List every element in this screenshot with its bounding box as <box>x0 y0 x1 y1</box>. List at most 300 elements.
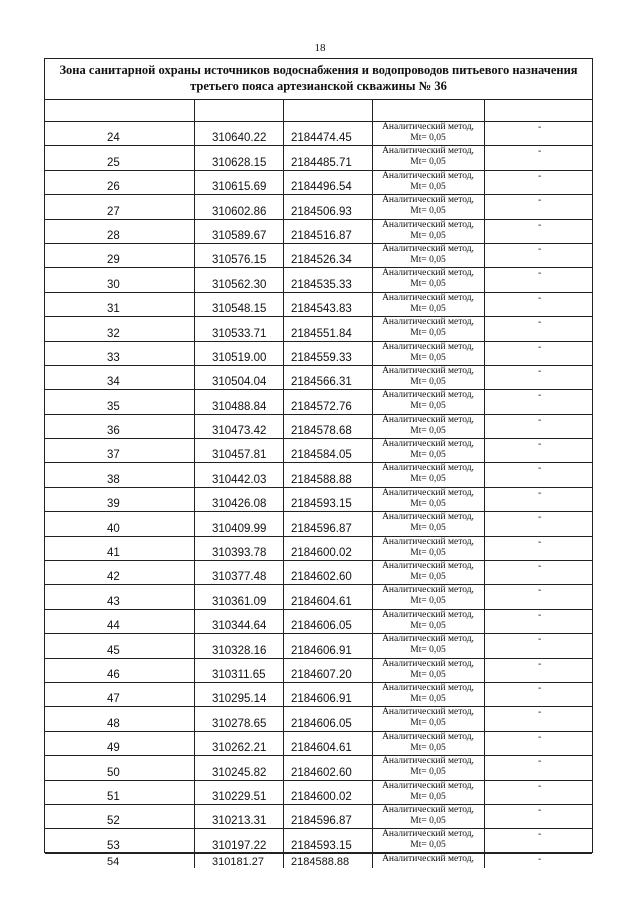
column-divider <box>194 342 195 365</box>
column-divider <box>283 171 284 194</box>
description-cell <box>484 537 594 560</box>
point-number-value: 39 <box>107 498 120 511</box>
coordinate-y-cell <box>283 317 372 340</box>
column-divider <box>484 146 485 169</box>
description-value: - <box>538 780 542 792</box>
column-divider <box>372 195 373 218</box>
column-divider <box>194 220 195 243</box>
column-divider <box>484 317 485 340</box>
column-divider <box>283 585 284 608</box>
point-number-value: 24 <box>107 132 120 145</box>
determination-method-cell <box>372 561 484 584</box>
column-divider <box>372 415 373 438</box>
determination-method-cell <box>372 439 484 462</box>
determination-method-value: Аналитический метод, <box>382 707 474 718</box>
point-number-value: 30 <box>107 278 120 291</box>
point-number-value: 46 <box>107 668 120 681</box>
column-divider <box>283 634 284 657</box>
description-cell <box>484 342 594 365</box>
determination-method-value: Mt= 0,05 <box>410 815 446 826</box>
point-number-cell <box>45 463 194 486</box>
column-divider <box>484 195 485 218</box>
coordinate-y-cell <box>283 732 372 755</box>
coordinate-x-value: 310488.84 <box>212 400 267 413</box>
coordinate-x-cell <box>194 854 283 868</box>
coordinate-x-value: 310640.22 <box>212 132 267 145</box>
determination-method-value: Mt= 0,05 <box>410 303 446 314</box>
determination-method-value: Аналитический метод, <box>382 780 474 791</box>
column-divider <box>194 756 195 779</box>
column-divider <box>283 100 284 121</box>
determination-method-cell <box>372 537 484 560</box>
point-number-value: 41 <box>107 547 120 560</box>
coordinate-y-cell <box>283 366 372 389</box>
coordinate-x-cell <box>194 707 283 730</box>
table-row <box>45 829 592 853</box>
coordinate-x-cell <box>194 342 283 365</box>
column-divider <box>194 463 195 486</box>
column-divider <box>372 829 373 852</box>
description-cell <box>484 585 594 608</box>
determination-method-value: Mt= 0,05 <box>410 425 446 436</box>
determination-method-value: Аналитический метод, <box>382 122 474 132</box>
column-divider <box>372 342 373 365</box>
coordinate-x-value: 310344.64 <box>212 620 267 633</box>
column-divider <box>372 439 373 462</box>
coordinate-x-value: 310295.14 <box>212 693 267 706</box>
coordinate-y-cell <box>283 829 372 852</box>
column-divider <box>484 781 485 804</box>
determination-method-cell <box>372 146 484 169</box>
determination-method-cell <box>372 390 484 413</box>
determination-method-value: Аналитический метод, <box>382 219 474 230</box>
coordinate-y-cell <box>283 634 372 657</box>
point-number-cell <box>45 781 194 804</box>
column-divider <box>484 829 485 852</box>
determination-method-value: Аналитический метод, <box>382 414 474 425</box>
description-value: - <box>538 170 542 182</box>
point-number-cell <box>45 561 194 584</box>
column-divider <box>283 781 284 804</box>
coordinate-y-value: 2184559.33 <box>291 351 352 364</box>
determination-method-cell <box>372 829 484 852</box>
description-cell <box>484 195 594 218</box>
description-value: - <box>538 487 542 499</box>
column-divider <box>372 659 373 682</box>
column-divider <box>283 805 284 828</box>
column-divider <box>372 610 373 633</box>
coordinate-x-cell <box>194 122 283 145</box>
column-divider <box>194 829 195 852</box>
description-value: - <box>538 804 542 816</box>
point-number-value: 44 <box>107 620 120 633</box>
determination-method-value: Аналитический метод, <box>382 292 474 303</box>
coordinate-x-value: 310504.04 <box>212 376 267 389</box>
point-number-cell <box>45 488 194 511</box>
point-number-value: 52 <box>107 815 120 828</box>
point-number-value: 26 <box>107 181 120 194</box>
column-divider <box>372 463 373 486</box>
description-value: - <box>538 536 542 548</box>
coordinate-x-cell <box>194 659 283 682</box>
coordinate-x-cell <box>194 268 283 291</box>
point-number-cell <box>45 854 194 868</box>
determination-method-value: Mt= 0,05 <box>410 328 446 339</box>
determination-method-cell <box>372 781 484 804</box>
determination-method-value: Аналитический метод, <box>382 439 474 450</box>
coordinate-y-cell <box>283 561 372 584</box>
description-value: - <box>538 731 542 743</box>
description-value: - <box>538 756 542 768</box>
table-row <box>45 488 592 512</box>
description-value: - <box>538 463 542 475</box>
table-row <box>45 854 592 868</box>
coordinate-y-value: 2184604.61 <box>291 742 352 755</box>
coordinate-y-value: 2184526.34 <box>291 254 352 267</box>
coordinate-y-value: 2184588.88 <box>291 855 350 868</box>
column-divider <box>484 268 485 291</box>
determination-method-cell <box>372 488 484 511</box>
column-divider <box>283 707 284 730</box>
coordinate-x-cell <box>194 829 283 852</box>
coordinate-y-cell <box>283 805 372 828</box>
table-row <box>45 683 592 707</box>
column-divider <box>372 366 373 389</box>
determination-method-value: Mt= 0,05 <box>410 206 446 217</box>
coordinate-y-value: 2184535.33 <box>291 278 352 291</box>
determination-method-cell <box>372 659 484 682</box>
determination-method-value: Mt= 0,05 <box>410 401 446 412</box>
coordinate-y-cell <box>283 488 372 511</box>
column-divider <box>372 756 373 779</box>
point-number-value: 53 <box>107 839 120 852</box>
point-number-value: 25 <box>107 156 120 169</box>
determination-method-cell <box>372 707 484 730</box>
coordinates-table <box>44 58 593 868</box>
determination-method-value: Mt= 0,05 <box>410 840 446 851</box>
column-divider <box>372 805 373 828</box>
coordinate-x-value: 310361.09 <box>212 595 267 608</box>
coordinate-x-cell <box>194 756 283 779</box>
coordinate-x-cell <box>194 732 283 755</box>
column-divider <box>283 659 284 682</box>
coordinate-x-value: 310473.42 <box>212 425 267 438</box>
column-divider <box>484 171 485 194</box>
coordinate-x-cell <box>194 805 283 828</box>
determination-method-value: Mt= 0,05 <box>410 450 446 461</box>
coordinate-y-cell <box>283 293 372 316</box>
point-number-value: 54 <box>107 855 120 868</box>
description-value: - <box>538 243 542 255</box>
column-divider <box>484 463 485 486</box>
description-value: - <box>538 439 542 451</box>
column-divider <box>372 585 373 608</box>
point-number-value: 51 <box>107 790 120 803</box>
description-cell <box>484 732 594 755</box>
column-divider <box>194 146 195 169</box>
column-divider <box>194 805 195 828</box>
column-divider <box>194 415 195 438</box>
determination-method-cell <box>372 366 484 389</box>
coordinate-x-value: 310409.99 <box>212 522 267 535</box>
coordinate-y-cell <box>283 512 372 535</box>
coordinate-x-value: 310328.16 <box>212 644 267 657</box>
determination-method-value: Mt= 0,05 <box>410 352 446 363</box>
coordinate-y-value: 2184516.87 <box>291 229 352 242</box>
determination-method-value: Mt= 0,05 <box>410 767 446 778</box>
determination-method-value: Mt= 0,05 <box>410 791 446 802</box>
column-divider <box>194 366 195 389</box>
description-value: - <box>538 414 542 426</box>
determination-method-value: Аналитический метод, <box>382 634 474 645</box>
coordinate-x-cell <box>194 537 283 560</box>
determination-method-value: Аналитический метод, <box>382 609 474 620</box>
determination-method-cell <box>372 634 484 657</box>
determination-method-value: Mt= 0,05 <box>410 718 446 729</box>
description-value: - <box>538 561 542 573</box>
point-number-cell <box>45 805 194 828</box>
column-divider <box>484 732 485 755</box>
determination-method-cell <box>372 610 484 633</box>
column-divider <box>484 488 485 511</box>
table-row <box>45 342 592 366</box>
column-divider <box>484 683 485 706</box>
determination-method-value: Mt= 0,05 <box>410 181 446 192</box>
table-row <box>45 244 592 268</box>
coordinate-x-cell <box>194 415 283 438</box>
column-divider <box>283 756 284 779</box>
column-divider <box>194 561 195 584</box>
point-number-value: 33 <box>107 351 120 364</box>
column-divider <box>283 390 284 413</box>
point-number-value: 31 <box>107 303 120 316</box>
coordinate-x-cell <box>194 561 283 584</box>
description-cell <box>484 707 594 730</box>
column-divider <box>484 390 485 413</box>
column-divider <box>194 683 195 706</box>
coordinate-x-value: 310602.86 <box>212 205 267 218</box>
point-number-cell <box>45 342 194 365</box>
description-cell <box>484 634 594 657</box>
description-cell <box>484 463 594 486</box>
description-value: - <box>538 146 542 158</box>
point-number-cell <box>45 146 194 169</box>
coordinate-y-cell <box>283 854 372 868</box>
column-divider <box>484 659 485 682</box>
point-number-value: 50 <box>107 766 120 779</box>
description-value: - <box>538 585 542 597</box>
table-title-line-1: Зона санитарной охраны источников водоснабжения и водопроводов питьевого назначения <box>59 63 578 77</box>
coordinate-x-value: 310533.71 <box>212 327 267 340</box>
coordinate-y-cell <box>283 146 372 169</box>
description-cell <box>484 122 594 145</box>
column-divider <box>194 268 195 291</box>
determination-method-value: Mt= 0,05 <box>410 620 446 631</box>
table-row <box>45 634 592 658</box>
column-divider <box>194 585 195 608</box>
description-value: - <box>538 853 542 865</box>
description-value: - <box>538 829 542 841</box>
coordinate-x-cell <box>194 171 283 194</box>
determination-method-value: Mt= 0,05 <box>410 693 446 704</box>
coordinate-y-value: 2184604.61 <box>291 595 352 608</box>
determination-method-cell <box>372 195 484 218</box>
coordinate-x-value: 310589.67 <box>212 229 267 242</box>
coordinate-y-cell <box>283 781 372 804</box>
point-number-value: 34 <box>107 376 120 389</box>
point-number-cell <box>45 683 194 706</box>
column-divider <box>484 100 485 121</box>
coordinate-y-value: 2184485.71 <box>291 156 352 169</box>
description-cell <box>484 781 594 804</box>
column-divider <box>283 463 284 486</box>
description-cell <box>484 390 594 413</box>
determination-method-value: Mt= 0,05 <box>410 523 446 534</box>
point-number-value: 35 <box>107 400 120 413</box>
coordinate-x-cell <box>194 634 283 657</box>
column-divider <box>372 390 373 413</box>
table-row <box>45 220 592 244</box>
coordinate-y-value: 2184596.87 <box>291 522 352 535</box>
coordinate-y-cell <box>283 171 372 194</box>
column-divider <box>484 512 485 535</box>
point-number-value: 37 <box>107 449 120 462</box>
point-number-cell <box>45 537 194 560</box>
column-divider <box>372 561 373 584</box>
column-divider <box>484 415 485 438</box>
description-cell <box>484 146 594 169</box>
coordinate-x-value: 310229.51 <box>212 790 267 803</box>
point-number-cell <box>45 512 194 535</box>
determination-method-value: Аналитический метод, <box>382 463 474 474</box>
table-row <box>45 561 592 585</box>
coordinate-y-cell <box>283 610 372 633</box>
column-divider <box>372 683 373 706</box>
description-cell <box>484 415 594 438</box>
coordinate-y-value: 2184600.02 <box>291 790 352 803</box>
coordinate-y-value: 2184606.91 <box>291 644 352 657</box>
point-number-cell <box>45 585 194 608</box>
point-number-cell <box>45 317 194 340</box>
coordinate-x-value: 310615.69 <box>212 181 267 194</box>
coordinate-y-value: 2184578.68 <box>291 425 352 438</box>
table-row <box>45 390 592 414</box>
determination-method-value: Аналитический метод, <box>382 146 474 157</box>
table-row <box>45 610 592 634</box>
column-divider <box>372 634 373 657</box>
determination-method-value: Аналитический метод, <box>382 390 474 401</box>
coordinate-y-cell <box>283 415 372 438</box>
coordinate-y-cell <box>283 342 372 365</box>
column-divider <box>194 659 195 682</box>
table-row <box>45 585 592 609</box>
column-divider <box>484 537 485 560</box>
column-divider <box>194 512 195 535</box>
coordinate-x-value: 310628.15 <box>212 156 267 169</box>
point-number-value: 28 <box>107 229 120 242</box>
coordinate-x-cell <box>194 439 283 462</box>
coordinate-x-value: 310262.21 <box>212 742 267 755</box>
table-row <box>45 707 592 731</box>
table-row <box>45 659 592 683</box>
column-divider <box>283 122 284 145</box>
table-row <box>45 781 592 805</box>
column-divider <box>194 732 195 755</box>
coordinate-y-cell <box>283 220 372 243</box>
description-cell <box>484 293 594 316</box>
point-number-value: 43 <box>107 595 120 608</box>
column-divider <box>283 244 284 267</box>
determination-method-cell <box>372 732 484 755</box>
point-number-cell <box>45 659 194 682</box>
column-divider <box>283 342 284 365</box>
column-divider <box>372 512 373 535</box>
column-divider <box>484 805 485 828</box>
column-divider <box>194 171 195 194</box>
description-cell <box>484 488 594 511</box>
determination-method-cell <box>372 854 484 868</box>
coordinate-y-value: 2184572.76 <box>291 400 352 413</box>
column-divider <box>484 707 485 730</box>
coordinate-y-value: 2184602.60 <box>291 571 352 584</box>
determination-method-value: Аналитический метод, <box>382 658 474 669</box>
coordinate-x-value: 310519.00 <box>212 351 267 364</box>
determination-method-value: Mt= 0,05 <box>410 474 446 485</box>
determination-method-cell <box>372 683 484 706</box>
description-value: - <box>538 219 542 231</box>
coordinate-y-value: 2184506.93 <box>291 205 352 218</box>
determination-method-value: Аналитический метод, <box>382 585 474 596</box>
description-cell <box>484 171 594 194</box>
determination-method-value: Mt= 0,05 <box>410 230 446 241</box>
description-cell <box>484 439 594 462</box>
determination-method-cell <box>372 415 484 438</box>
determination-method-cell <box>372 585 484 608</box>
table-row <box>45 122 592 146</box>
description-value: - <box>538 365 542 377</box>
determination-method-cell <box>372 171 484 194</box>
determination-method-value: Mt= 0,05 <box>410 254 446 265</box>
coordinate-y-value: 2184596.87 <box>291 815 352 828</box>
column-divider <box>484 244 485 267</box>
table-title <box>45 59 592 100</box>
coordinate-y-cell <box>283 439 372 462</box>
coordinate-x-cell <box>194 390 283 413</box>
coordinate-x-cell <box>194 683 283 706</box>
determination-method-value: Mt= 0,05 <box>410 133 446 143</box>
determination-method-cell <box>372 805 484 828</box>
determination-method-value: Аналитический метод, <box>382 512 474 523</box>
coordinate-y-value: 2184606.05 <box>291 717 352 730</box>
determination-method-value: Аналитический метод, <box>382 170 474 181</box>
coordinate-x-value: 310181.27 <box>212 855 264 868</box>
determination-method-cell <box>372 317 484 340</box>
coordinate-y-cell <box>283 122 372 145</box>
coordinate-y-value: 2184566.31 <box>291 376 352 389</box>
column-divider <box>283 854 284 868</box>
column-divider <box>484 585 485 608</box>
column-divider <box>194 195 195 218</box>
coordinate-x-value: 310197.22 <box>212 839 267 852</box>
description-value: - <box>538 658 542 670</box>
column-divider <box>372 244 373 267</box>
coordinate-x-value: 310442.03 <box>212 473 267 486</box>
column-divider <box>283 537 284 560</box>
column-divider <box>283 415 284 438</box>
point-number-cell <box>45 415 194 438</box>
determination-method-cell <box>372 342 484 365</box>
coordinate-x-value: 310548.15 <box>212 303 267 316</box>
